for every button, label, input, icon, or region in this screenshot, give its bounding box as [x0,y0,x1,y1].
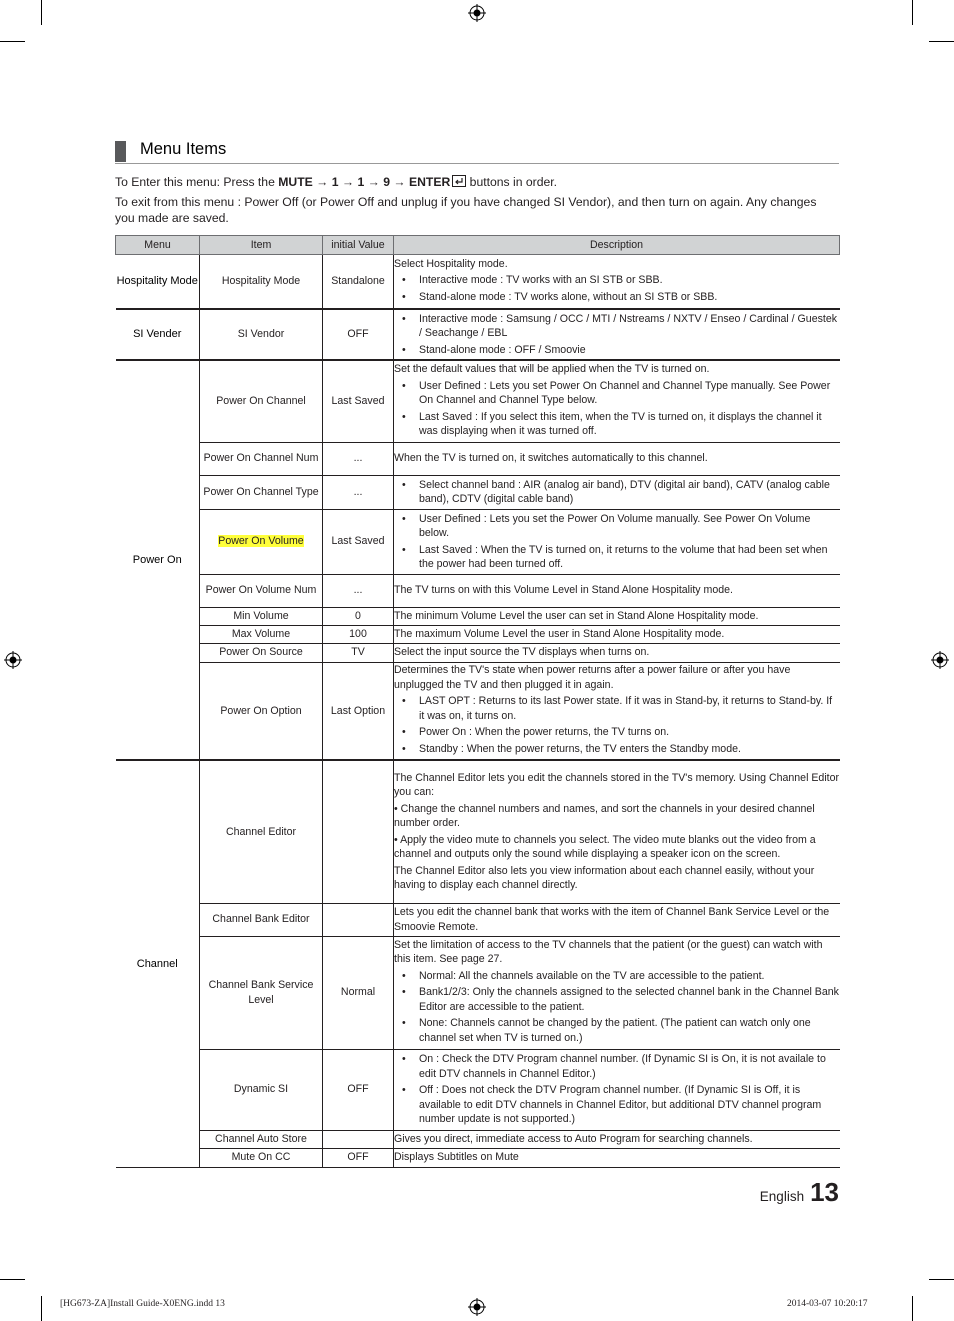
initial-value-cell [323,903,394,936]
initial-value-cell: Last Option [323,662,394,760]
description-text: Lets you edit the channel bank that works with the item of Channel Bank Service Level or the Smoovie Remote. [394,906,830,933]
table-row [116,574,840,607]
initial-value-cell: ... [323,574,394,607]
description-text: The maximum Volume Level the user in Stand Alone Hospitality mode. [394,627,725,640]
description-bullet: • Interactive mode : Samsung / OCC / MTI / Nstreams / NXTV / Enseo / Cardinal / Guestek / Seachange / EBL [394,312,840,341]
item-label: Mute On CC [231,1151,291,1164]
description-text: Set the limitation of access to the TV channels that the patient (or the guest) can watch with this item. See page 27. [394,938,823,966]
item-cell [200,255,323,309]
page-title: Menu Items [140,140,227,158]
enter-key-sequence: MUTE → 1 → 1 → 9 → ENTER [278,175,451,189]
description-text: The minimum Volume Level the user can set in Stand Alone Hospitality mode. [394,609,759,622]
menu-items-table [115,235,840,1168]
item-cell [200,509,323,574]
description-list [394,969,840,1046]
item-label: Channel Bank Editor [212,913,310,926]
table-row [116,255,840,309]
description-text: Set the default values that will be applied when the TV is turned on. [394,363,710,375]
table-row [116,903,840,936]
initial-value-cell [323,760,394,903]
initial-value-cell: Normal [323,936,394,1049]
description-bullet: • Stand-alone mode : OFF / Smoovie [394,343,840,358]
item-label: Power On Channel Type [203,485,319,498]
item-label: Channel Editor [225,825,297,838]
item-cell [200,309,323,361]
table-row [116,475,840,509]
menu-cell: Power On [116,360,200,760]
description-list [394,478,840,507]
page-footer [760,1177,839,1208]
description-bullet: • Power On : When the power returns, the TV turns on. [394,725,840,740]
crop-mark [41,0,42,25]
description-text: The Channel Editor lets you edit the channels stored in the TV's memory. Using Channel Editor you can: [394,771,840,799]
description-bullet: • None: Channels cannot be changed by the patient. (The patient can watch only one channel set when TV is turned on.) [394,1016,840,1045]
description-text: • Apply the video mute to channels you select. The video mute blanks out the video from a channel and outputs only the sound while displaying a speaker icon on the screen. [394,833,816,861]
menu-cell: SI Vender [116,309,200,361]
item-label: Power On Volume [218,535,304,548]
item-label: Power On Volume Num [205,584,317,597]
file-slug: [HG673-ZA]Install Guide-X0ENG.indd 13 [60,1299,225,1309]
description-cell [394,903,840,936]
table-row [116,643,840,662]
item-cell [200,607,323,625]
crop-mark [41,1296,42,1321]
description-cell [394,760,840,903]
column-header-initial-value: initial Value [323,236,394,255]
description-text: When the TV is turned on, it switches automatically to this channel. [394,452,708,465]
description-bullet: • User Defined : Lets you set Power On Channel and Channel Type manually. See Power On Channel and Channel Type below. [394,379,840,408]
description-cell [394,475,840,509]
table-row [116,360,840,442]
table-body [116,255,840,1168]
table-row [116,607,840,625]
description-cell [394,625,840,643]
item-cell [200,360,323,442]
table-row [116,1049,840,1130]
crop-mark [912,1296,913,1321]
description-bullet: • LAST OPT : Returns to its last Power state. If it was in Stand-by, it returns to Stand-by. If it was on, it turns on. [394,694,840,723]
description-bullet: • Interactive mode : TV works with an SI STB or SBB. [394,273,840,288]
description-bullet: • Off : Does not check the DTV Program channel number. (If Dynamic SI is Off, it is available to edit DTV channels in Channel Editor, but additional DTV channel program number update is not supported.) [394,1083,840,1127]
table-row [116,1148,840,1167]
description-cell [394,1049,840,1130]
description-text: Select Hospitality mode. [394,257,508,270]
initial-value-cell: Last Saved [323,360,394,442]
item-cell [200,442,323,475]
description-bullet: • Stand-alone mode : TV works alone, without an SI STB or SBB. [394,290,840,305]
description-list [394,312,840,358]
crop-mark [929,1279,954,1280]
description-cell [394,643,840,662]
description-bullet: • Bank1/2/3: Only the channels assigned to the selected channel bank in the Channel Bank Editor are accessible to the patient. [394,985,840,1014]
initial-value-cell: Last Saved [323,509,394,574]
description-list [394,694,840,756]
item-cell [200,1049,323,1130]
initial-value-cell: 100 [323,625,394,643]
description-cell [394,1148,840,1167]
description-cell [394,255,840,309]
item-label: Dynamic SI [233,1083,289,1096]
initial-value-cell: Standalone [323,255,394,309]
description-cell [394,509,840,574]
item-label: Max Volume [231,627,291,640]
description-text: The TV turns on with this Volume Level in Stand Alone Hospitality mode. [394,584,733,597]
enter-instruction-pre: To Enter this menu: Press the [115,175,279,189]
item-label: Hospitality Mode [221,275,301,287]
description-bullet: • Select channel band : AIR (analog air band), DTV (digital air band), CATV (analog cable band), CDTV (digital cable band) [394,478,840,507]
item-cell [200,475,323,509]
enter-instruction-post: buttons in order. [466,175,558,189]
table-row [116,662,840,760]
table-row [116,309,840,361]
description-text: Select the input source the TV displays when turns on. [394,646,650,659]
enter-instruction [115,174,839,190]
initial-value-cell: TV [323,643,394,662]
enter-key-icon [452,175,466,187]
menu-cell: Channel [116,760,200,1167]
description-bullet: • User Defined : Lets you set the Power On Volume manually. See Power On Volume below. [394,512,840,541]
description-cell [394,442,840,475]
table-row [116,936,840,1049]
initial-value-cell: ... [323,442,394,475]
description-list [394,273,840,304]
item-label: Power On Source [219,646,303,659]
item-cell [200,625,323,643]
table-row [116,1130,840,1148]
table-header-row [116,236,840,255]
registration-mark-icon [468,1298,486,1316]
item-label: Power On Channel Num [203,452,319,465]
initial-value-cell: ... [323,475,394,509]
table-row [116,509,840,574]
description-bullet: • Normal: All the channels available on the TV are accessible to the patient. [394,969,840,984]
footer-language: English [759,1189,805,1204]
item-label: Power On Option [220,704,302,717]
item-cell [200,574,323,607]
column-header-item: Item [200,236,323,255]
item-cell [200,643,323,662]
item-cell [200,1148,323,1167]
section-title-bar [115,141,126,162]
crop-mark [912,0,913,25]
description-cell [394,1130,840,1148]
description-bullet: • Last Saved : If you select this item, when the TV is turned on, it displays the channel it was displaying when it was turned off. [394,410,840,439]
description-text: Gives you direct, immediate access to Auto Program for searching channels. [394,1132,753,1145]
description-list [394,379,840,439]
item-cell [200,1130,323,1148]
description-list [394,1052,840,1127]
item-label: Power On Channel [216,395,306,407]
crop-mark [929,41,954,42]
description-text: Displays Subtitles on Mute [394,1151,519,1164]
section-header [115,139,839,164]
description-cell [394,607,840,625]
description-list [394,512,840,572]
initial-value-cell: 0 [323,607,394,625]
description-cell [394,936,840,1049]
description-text: The Channel Editor also lets you view information about each channel easily, without your having to display each channel directly. [394,864,815,892]
exit-instruction: To exit from this menu : Power Off (or Power Off and unplug if you have changed SI Vendor), and then turn on again. Any changes you made are saved. [115,195,817,225]
initial-value-cell: OFF [323,309,394,361]
description-cell [394,360,840,442]
crop-mark [0,1279,25,1280]
item-cell [200,662,323,760]
table-row [116,760,840,903]
initial-value-cell [323,1130,394,1148]
description-text: Determines the TV's state when power returns after a power failure or after you have unplugged the TV and then plugged it in again. [394,664,791,691]
item-label: SI Vendor [237,328,285,340]
item-cell [200,760,323,903]
registration-mark-icon [468,4,486,22]
description-bullet: • Standby : When the power returns, the TV enters the Standby mode. [394,742,840,757]
initial-value-cell: OFF [323,1148,394,1167]
item-label: Channel Bank Service Level [208,979,314,1006]
description-cell [394,309,840,361]
item-label: Channel Auto Store [215,1132,307,1145]
description-bullet: • Last Saved : When the TV is turned on, it returns to the volume that had been set when the power had been turned off. [394,543,840,572]
registration-mark-icon [931,651,949,669]
menu-cell: Hospitality Mode [116,255,200,309]
table-row [116,625,840,643]
page-number: 13 [810,1177,839,1207]
item-cell [200,936,323,1049]
column-header-menu: Menu [116,236,200,255]
description-cell [394,574,840,607]
registration-mark-icon [4,651,22,669]
description-text: • Change the channel numbers and names, and sort the channels in your desired channel number order. [394,802,815,830]
table-row [116,442,840,475]
date-slug: 2014-03-07 10:20:17 [787,1299,868,1309]
item-cell [200,903,323,936]
description-cell [394,662,840,760]
column-header-description: Description [394,236,840,255]
item-label: Min Volume [233,609,289,622]
description-bullet: • On : Check the DTV Program channel number. (If Dynamic SI is On, it is not availale to edit DTV channels in Channel Editor.) [394,1052,840,1081]
initial-value-cell: OFF [323,1049,394,1130]
crop-mark [0,41,25,42]
